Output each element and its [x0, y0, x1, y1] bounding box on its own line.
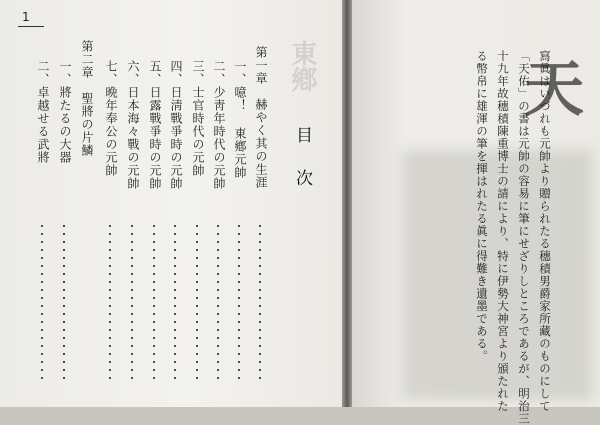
toc-chapter-heading: 第二章 聖將の片鱗 [80, 40, 94, 157]
leader-dots [174, 222, 176, 382]
leader-dots [63, 222, 65, 382]
leader-dots [217, 222, 219, 382]
toc-entry: 二、少靑年時代の元帥 [212, 60, 226, 190]
calligraphy-character: 天 [524, 55, 584, 125]
caption-line: 寫眞はいづれも元帥より贈られたる穗積男爵家所藏のものにして [538, 50, 552, 413]
leader-dots [41, 222, 43, 382]
leader-dots [196, 222, 198, 382]
caption-line: 十九年故穗積陳重博士の請により、特に伊勢大神宮より頒たれた [496, 50, 510, 413]
caption-line: る幣帛に雄渾の筆を揮はれたる眞に得難き遺墨である。 [475, 50, 489, 363]
toc-entry: 四、日淸戰爭時の元帥 [169, 60, 183, 190]
toc-entry: 七、晩年奉公の元帥 [104, 60, 118, 177]
toc-entry: 六、日本海々戰の元帥 [126, 60, 140, 190]
leader-dots [259, 222, 261, 382]
leader-dots [109, 222, 111, 382]
leader-dots [153, 222, 155, 382]
toc-entry: 一、噫！ 東鄕元帥 [233, 60, 247, 179]
caption-line: 「天佑」の書は元帥の容易に筆にせざりしところであるが、明治三 [517, 50, 531, 425]
toc-entry: 第一章 赫やく其の生涯 [254, 46, 268, 189]
toc-entry: 二、卓越せる武將 [36, 60, 50, 164]
leader-dots [131, 222, 133, 382]
page-number: 1 [22, 10, 30, 24]
page-number-rule [18, 26, 44, 27]
leader-dots [238, 222, 240, 382]
bleed-through-text: 東鄕 [287, 40, 317, 92]
book-gutter [342, 0, 352, 407]
toc-entry: 五、日露戰爭時の元帥 [148, 60, 162, 190]
right-page [352, 0, 600, 425]
toc-entry: 三、士官時代の元帥 [191, 60, 205, 177]
toc-title: 目次 [292, 126, 312, 212]
toc-entry: 一、將たるの大器 [58, 60, 72, 164]
